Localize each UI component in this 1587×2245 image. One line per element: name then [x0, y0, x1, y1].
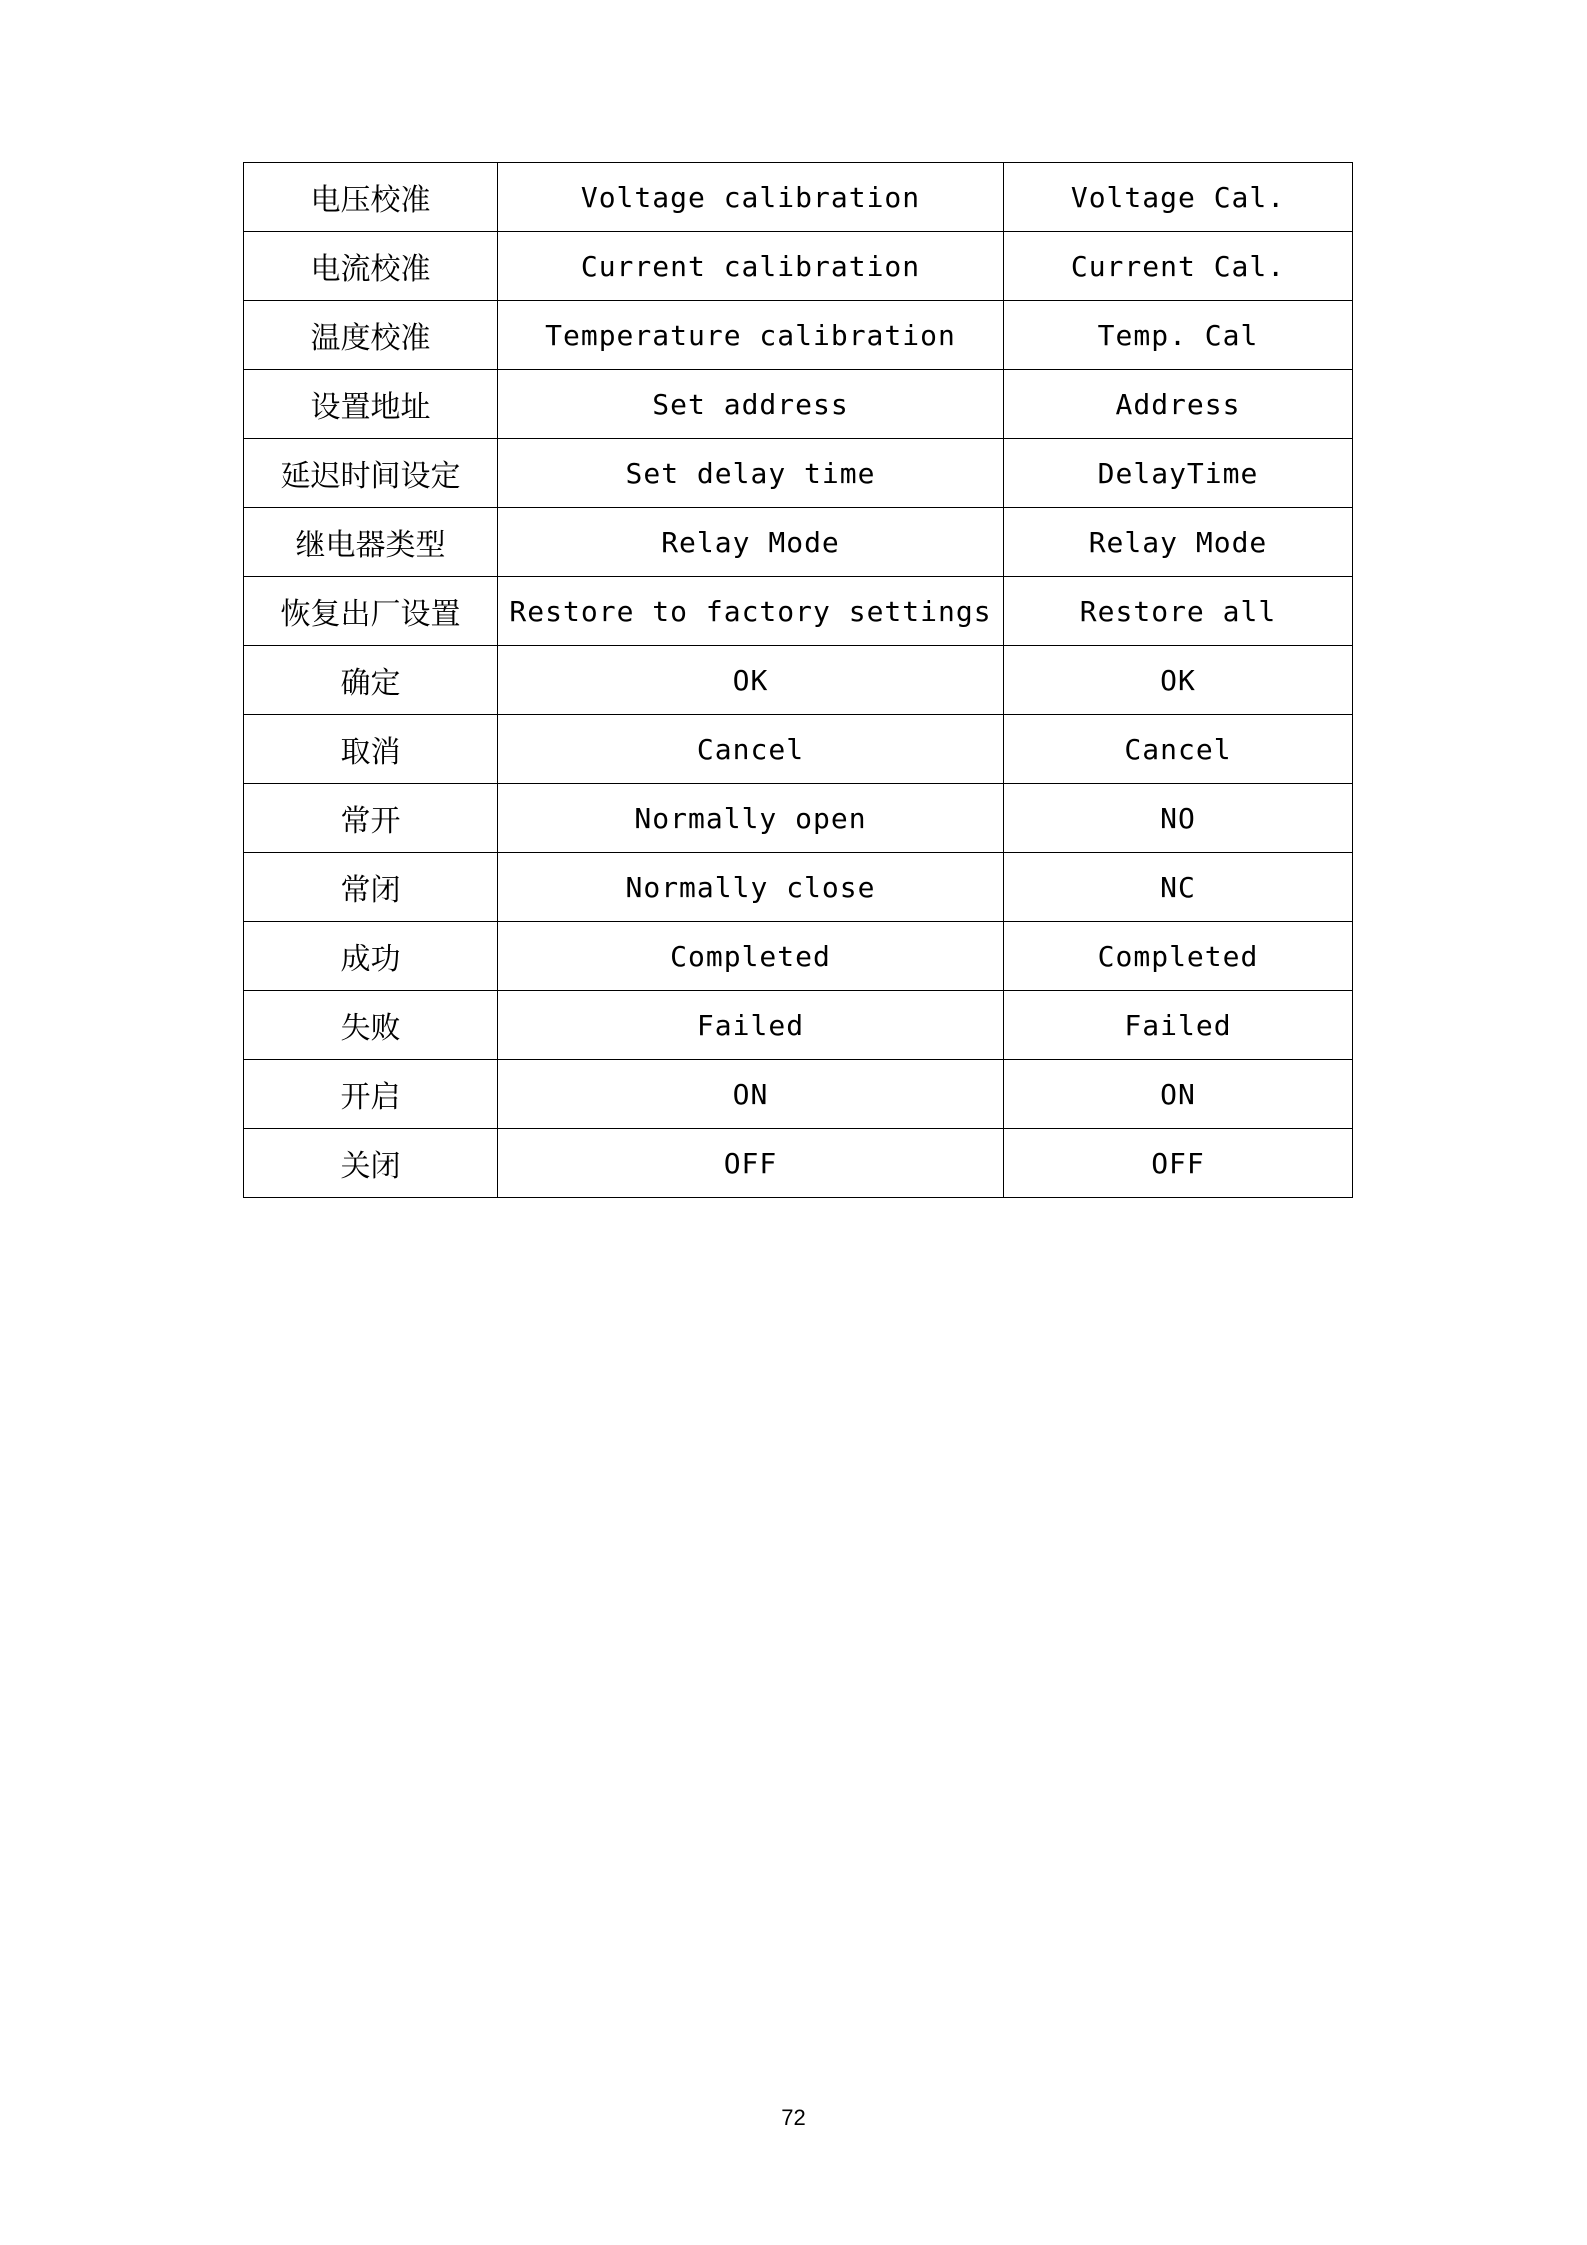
- chinese-term-cell: 电压校准: [244, 163, 498, 232]
- table-row: [244, 370, 1353, 439]
- table-row: [244, 853, 1353, 922]
- table-row: [244, 1129, 1353, 1198]
- abbreviation-cell: Relay Mode: [1004, 508, 1353, 577]
- abbreviation-cell: NC: [1004, 853, 1353, 922]
- chinese-term-cell: 电流校准: [244, 232, 498, 301]
- english-term-cell: Failed: [498, 991, 1004, 1060]
- chinese-term-cell: 常开: [244, 784, 498, 853]
- chinese-term-cell: 成功: [244, 922, 498, 991]
- english-term-cell: OFF: [498, 1129, 1004, 1198]
- abbreviation-cell: OFF: [1004, 1129, 1353, 1198]
- english-term-cell: Cancel: [498, 715, 1004, 784]
- table-row: [244, 715, 1353, 784]
- page-number: 72: [781, 2105, 806, 2130]
- chinese-term-cell: 关闭: [244, 1129, 498, 1198]
- table-row: [244, 1060, 1353, 1129]
- english-term-cell: Voltage calibration: [498, 163, 1004, 232]
- english-term-cell: OK: [498, 646, 1004, 715]
- abbreviation-cell: Address: [1004, 370, 1353, 439]
- english-term-cell: Set delay time: [498, 439, 1004, 508]
- table-row: [244, 991, 1353, 1060]
- chinese-term-cell: 温度校准: [244, 301, 498, 370]
- abbreviation-cell: ON: [1004, 1060, 1353, 1129]
- chinese-term-cell: 延迟时间设定: [244, 439, 498, 508]
- table-row: [244, 301, 1353, 370]
- chinese-term-cell: 恢复出厂设置: [244, 577, 498, 646]
- abbreviation-cell: DelayTime: [1004, 439, 1353, 508]
- table-row: [244, 508, 1353, 577]
- abbreviation-cell: OK: [1004, 646, 1353, 715]
- chinese-term-cell: 确定: [244, 646, 498, 715]
- english-term-cell: Set address: [498, 370, 1004, 439]
- translation-table: [243, 162, 1353, 1198]
- table-row: [244, 577, 1353, 646]
- english-term-cell: Completed: [498, 922, 1004, 991]
- english-term-cell: Restore to factory settings: [498, 577, 1004, 646]
- table-row: [244, 163, 1353, 232]
- abbreviation-cell: NO: [1004, 784, 1353, 853]
- chinese-term-cell: 设置地址: [244, 370, 498, 439]
- abbreviation-cell: Temp. Cal: [1004, 301, 1353, 370]
- table-row: [244, 922, 1353, 991]
- abbreviation-cell: Voltage Cal.: [1004, 163, 1353, 232]
- abbreviation-cell: Current Cal.: [1004, 232, 1353, 301]
- table-row: [244, 646, 1353, 715]
- english-term-cell: Temperature calibration: [498, 301, 1004, 370]
- abbreviation-cell: Failed: [1004, 991, 1353, 1060]
- chinese-term-cell: 取消: [244, 715, 498, 784]
- table-row: [244, 232, 1353, 301]
- english-term-cell: ON: [498, 1060, 1004, 1129]
- table-row: [244, 784, 1353, 853]
- english-term-cell: Relay Mode: [498, 508, 1004, 577]
- abbreviation-cell: Completed: [1004, 922, 1353, 991]
- english-term-cell: Normally close: [498, 853, 1004, 922]
- chinese-term-cell: 继电器类型: [244, 508, 498, 577]
- abbreviation-cell: Cancel: [1004, 715, 1353, 784]
- chinese-term-cell: 失败: [244, 991, 498, 1060]
- chinese-term-cell: 开启: [244, 1060, 498, 1129]
- table-body: [244, 163, 1353, 1198]
- chinese-term-cell: 常闭: [244, 853, 498, 922]
- abbreviation-cell: Restore all: [1004, 577, 1353, 646]
- table-row: [244, 439, 1353, 508]
- english-term-cell: Normally open: [498, 784, 1004, 853]
- english-term-cell: Current calibration: [498, 232, 1004, 301]
